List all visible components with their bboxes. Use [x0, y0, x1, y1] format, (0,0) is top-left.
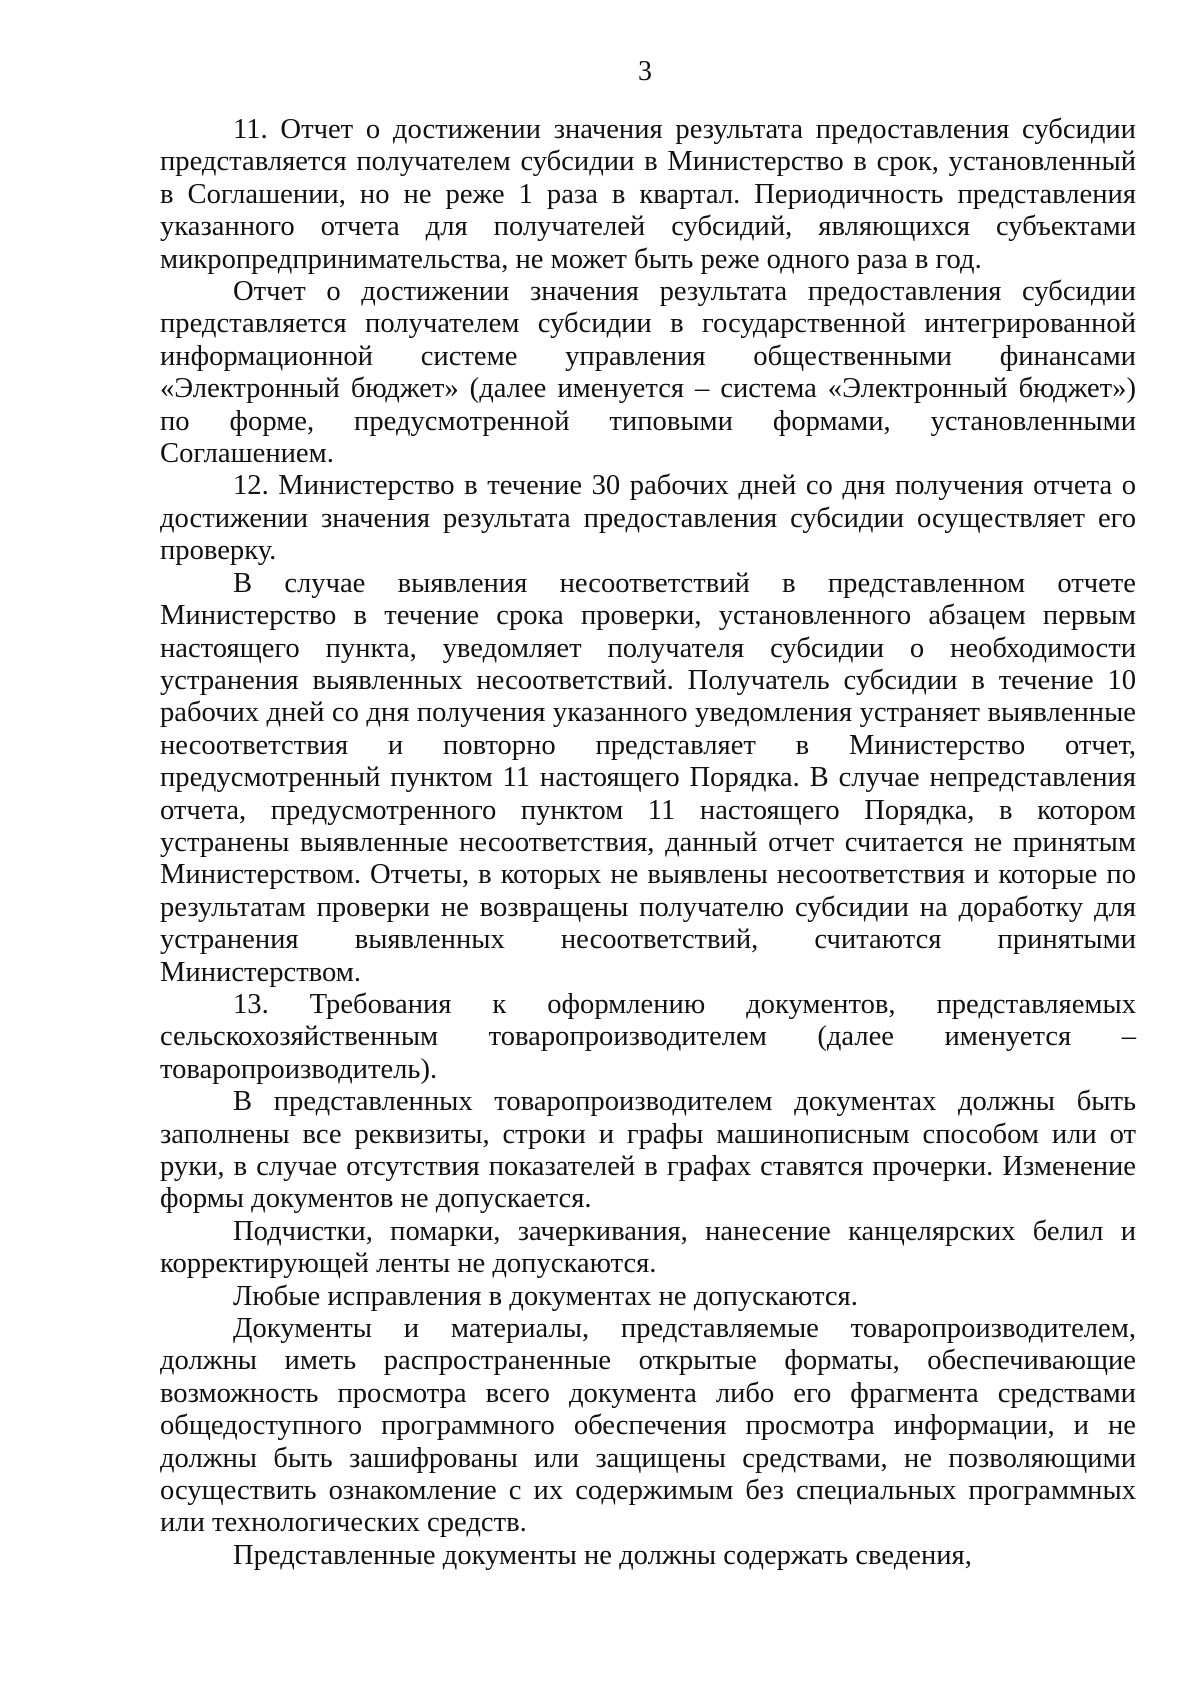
paragraph-discrepancies: В случае выявления несоответствий в представленном отчете Министерство в течение срока проверки, установленного абзацем первым настоящего пункта, уведомляет получателя субсидии о необходимости устранения выявленных несоответствий. Получатель субсидии в течение 10 рабочих дней со дня получения указанного уведомления устраняет выявленные несоответствия и повторно представляет в Министерство отчет, предусмотренный пунктом 11 настоящего Порядка. В случае непредставления отчета, предусмотренного пунктом 11 настоящего Порядка, в котором устранены выявленные несоответствия, данный отчет считается не принятым Министерством. Отчеты, в которых не выявлены несоответствия и которые по результатам проверки не возвращены получателю субсидии на доработку для устранения выявленных несоответствий, считаются принятыми Министерством. [160, 567, 1136, 988]
paragraph-open-formats: Документы и материалы, представляемые товаропроизводителем, должны иметь распространенные открытые форматы, обеспечивающие возможность просмотра всего документа либо его фрагмента средствами общедоступного программного обеспечения просмотра информации, и не должны быть зашифрованы или защищены средствами, не позволяющими осуществить ознакомление с их содержимым без специальных программных или технологических средств. [160, 1313, 1136, 1539]
paragraph-no-corrections: Любые исправления в документах не допускаются. [233, 1280, 858, 1312]
paragraph-11-report-deadline: 11. Отчет о достижении значения результата предоставления субсидии представляется получателем субсидии в Министерство в срок, установленный в Соглашении, но не реже 1 раза в квартал. Периодичность представления указанного отчета для получателей субсидий, являющихся субъектами микропредпринимательства, не может быть реже одного раза в год. [160, 114, 1136, 275]
paragraph-no-erasures: Подчистки, помарки, зачеркивания, нанесение канцелярских белил и корректирующей ленты не допускаются. [160, 1215, 1136, 1280]
document-body [160, 114, 1136, 1572]
page-number: 3 [638, 56, 652, 87]
paragraph-no-information: Представленные документы не должны содержать сведения, [233, 1539, 972, 1571]
paragraph-report-electronic-budget: Отчет о достижении значения результата предоставления субсидии представляется получателем субсидии в государственной интегрированной информационной системе управления общественными финансами «Электронный бюджет» (далее именуется – система «Электронный бюджет») по форме, предусмотренной типовыми формами, установленными Соглашением. [160, 276, 1136, 470]
paragraph-13-document-requirements: 13. Требования к оформлению документов, представляемых сельскохозяйственным товаропроизводителем (далее именуется – товаропроизводитель). [160, 988, 1136, 1085]
paragraph-filled-requisites: В представленных товаропроизводителем документах должны быть заполнены все реквизиты, строки и графы машинописным способом или от руки, в случае отсутствия показателей в графах ставятся прочерки. Изменение формы документов не допускается. [160, 1086, 1136, 1215]
paragraph-12-report-check: 12. Министерство в течение 30 рабочих дней со дня получения отчета о достижении значения результата предоставления субсидии осуществляет его проверку. [160, 470, 1136, 567]
